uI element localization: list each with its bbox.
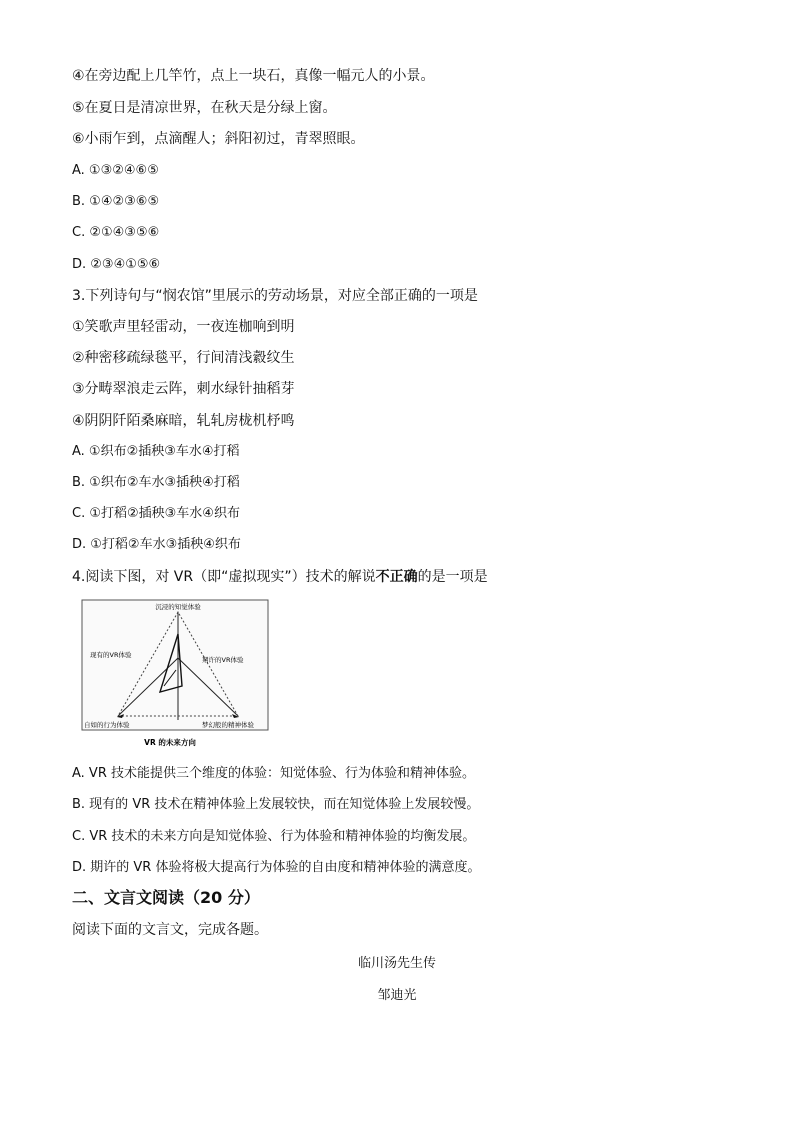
q4-stem [72,567,488,587]
section-heading: 二、文言文阅读（20 分） [72,888,260,907]
line-5: ⑤在夏日是清凉世界，在秋天是分绿上窗。 [72,100,337,116]
line-6: ⑥小雨乍到，点滴醒人；斜阳初过，青翠照眼。 [72,131,365,147]
figure-caption: VR 的未来方向 [144,738,196,747]
q3-option-a: A. ①织布②插秧③车水④打稻 [72,444,240,459]
label-right: 期许的VR体验 [202,656,244,664]
q3-option-d: D. ①打稻②车水③插秧④织布 [72,537,241,552]
vr-diagram [80,598,276,758]
q3-poem-1: ①笑歌声里轻雷动，一夜连枷响到明 [72,319,295,335]
label-bottom-right: 梦幻般的精神体验 [202,721,254,729]
figure-frame [82,600,268,730]
q3-option-c: C. ①打稻②插秧③车水④织布 [72,506,240,521]
q2-option-b: B. ①④②③⑥⑤ [72,194,160,209]
passage-author: 邹迪光 [377,988,417,1003]
q4-option-c: C. VR 技术的未来方向是知觉体验、行为体验和精神体验的均衡发展。 [72,829,476,844]
passage-title: 临川汤先生传 [357,956,436,971]
q2-option-d: D. ②③④①⑤⑥ [72,257,161,272]
label-left: 现有的VR体验 [90,651,132,659]
q4-stem-pre: 4.阅读下图，对 VR（即“虚拟现实”）技术的解说 [72,569,376,585]
q3-option-b: B. ①织布②车水③插秧④打稻 [72,475,240,490]
label-bottom-left: 自如的行为体验 [84,721,130,729]
q3-poem-3: ③分畴翠浪走云阵，刺水绿针抽稻芽 [72,381,295,397]
q3-poem-2: ②种密移疏绿毯平，行间清浅縠纹生 [72,350,295,366]
q4-stem-emphasis: 不正确 [375,569,418,585]
q3-stem: 3.下列诗句与“悯农馆”里展示的劳动场景，对应全部正确的一项是 [72,288,478,304]
q2-option-a: A. ①③②④⑥⑤ [72,163,159,178]
q4-stem-post: 的是一项是 [417,569,488,585]
q4-option-a: A. VR 技术能提供三个维度的体验：知觉体验、行为体验和精神体验。 [72,766,475,781]
line-4: ④在旁边配上几竿竹，点上一块石，真像一幅元人的小景。 [72,68,435,84]
label-top: 沉浸的知觉体验 [155,603,201,611]
q4-option-d: D. 期许的 VR 体验将极大提高行为体验的自由度和精神体验的满意度。 [72,860,481,875]
q3-poem-4: ④阴阴阡陌桑麻暗，轧轧房栊机杼鸣 [72,413,295,429]
vr-diagram-svg [80,598,276,758]
q2-option-c: C. ②①④③⑤⑥ [72,225,160,240]
section-instruction: 阅读下面的文言文，完成各题。 [72,922,268,938]
q4-option-b: B. 现有的 VR 技术在精神体验上发展较快，而在知觉体验上发展较慢。 [72,797,480,812]
